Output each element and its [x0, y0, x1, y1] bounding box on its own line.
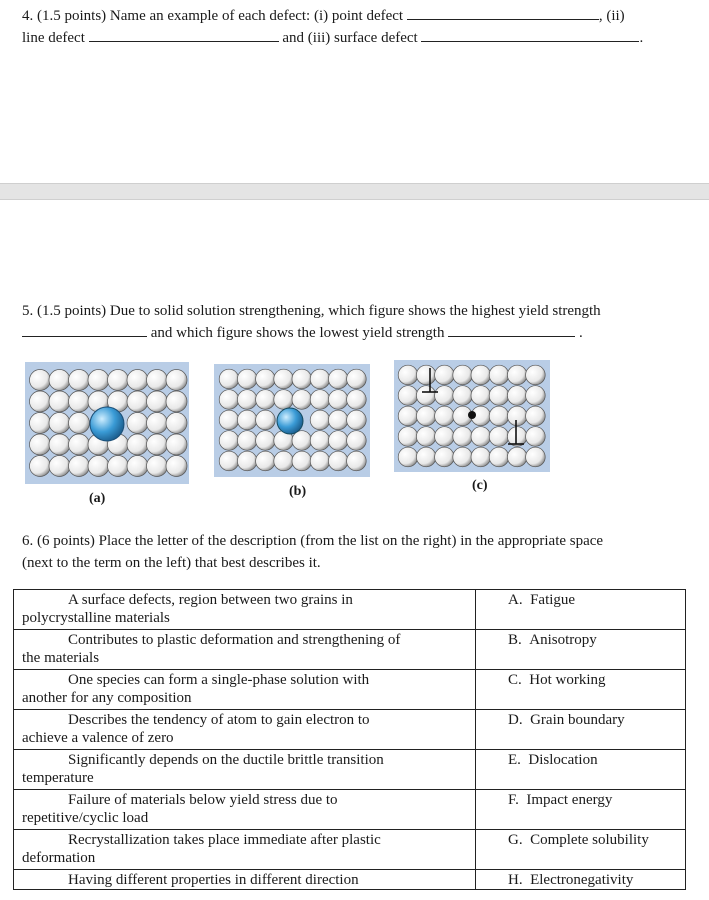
lattice-atom: [256, 410, 276, 430]
lattice-atom: [489, 406, 509, 426]
lattice-atom: [237, 410, 257, 430]
lattice-atom: [237, 369, 257, 389]
lattice-atom: [416, 427, 436, 447]
figure-c: [394, 360, 550, 472]
lattice-atom: [416, 386, 436, 406]
answer-blank-lowest[interactable]: [448, 324, 575, 337]
lattice-atom: [274, 451, 294, 471]
lattice-atom: [219, 390, 239, 410]
lattice-atom: [256, 390, 276, 410]
lattice-atom: [274, 369, 294, 389]
lattice-atom: [471, 365, 491, 385]
lattice-atom: [347, 451, 367, 471]
lattice-atom: [347, 369, 367, 389]
table-row: [14, 870, 686, 890]
term-line: achieve a valence of zero: [22, 730, 174, 746]
lattice-atom: [292, 390, 312, 410]
lattice-atom: [398, 427, 418, 447]
lattice-atom: [471, 447, 491, 467]
term-cell[interactable]: [14, 710, 476, 750]
lattice-atom: [219, 410, 239, 430]
q5-line1: 5. (1.5 points) Due to solid solution strengthening, which figure shows the highest yield strength: [22, 303, 601, 319]
term-line: A surface defects, region between two grains in: [68, 592, 353, 608]
solute-atom-large: [90, 407, 124, 441]
lattice-atom: [435, 406, 455, 426]
lattice-atom: [453, 386, 473, 406]
figure-b: [214, 364, 370, 477]
lattice-atom: [166, 370, 187, 391]
lattice-atom: [292, 369, 312, 389]
lattice-atom: [147, 391, 168, 412]
lattice-atom: [347, 431, 367, 451]
lattice-atom: [147, 434, 168, 455]
q5-line2: [22, 324, 583, 342]
caption-c: (c): [472, 478, 488, 493]
lattice-atom: [219, 451, 239, 471]
lattice-atom: [435, 365, 455, 385]
lattice-atom: [471, 386, 491, 406]
lattice-atom: [88, 370, 109, 391]
figure-c-lattice: [394, 360, 550, 472]
lattice-atom: [69, 456, 90, 477]
lattice-atom: [30, 391, 51, 412]
lattice-atom: [108, 370, 129, 391]
lattice-atom: [398, 447, 418, 467]
term-line: Failure of materials below yield stress due to: [68, 792, 338, 808]
answer-blank-line-defect[interactable]: [89, 29, 279, 42]
lattice-atom: [471, 427, 491, 447]
table-row: [14, 590, 686, 630]
table-row: [14, 750, 686, 790]
lattice-atom: [49, 434, 70, 455]
lattice-atom: [310, 431, 330, 451]
lattice-atom: [507, 406, 527, 426]
term-line: Recrystallization takes place immediate after plastic: [68, 832, 381, 848]
lattice-atom: [108, 456, 129, 477]
point-defect-dot: [468, 411, 476, 419]
lattice-atom: [166, 434, 187, 455]
lattice-atom: [69, 434, 90, 455]
q4-line1: [22, 7, 625, 25]
option-cell: H. Electronegativity: [476, 870, 686, 890]
lattice-atom: [127, 456, 148, 477]
lattice-atom: [30, 413, 51, 434]
lattice-atom: [416, 447, 436, 467]
lattice-atom: [507, 447, 527, 467]
q4-line2: [22, 29, 643, 47]
lattice-atom: [526, 447, 546, 467]
lattice-atom: [49, 391, 70, 412]
lattice-atom: [328, 410, 348, 430]
lattice-atom: [49, 370, 70, 391]
lattice-atom: [453, 447, 473, 467]
q4-text-2-end: .: [639, 30, 644, 46]
term-cell[interactable]: [14, 790, 476, 830]
caption-a: (a): [89, 491, 106, 506]
lattice-atom: [489, 427, 509, 447]
lattice-atom: [147, 456, 168, 477]
lattice-atom: [507, 365, 527, 385]
lattice-atom: [453, 365, 473, 385]
q5-text-2-end: .: [578, 325, 583, 341]
lattice-atom: [310, 451, 330, 471]
lattice-atom: [127, 370, 148, 391]
table-row: [14, 790, 686, 830]
answer-blank-highest[interactable]: [22, 324, 147, 337]
term-line: temperature: [22, 770, 94, 786]
lattice-atom: [219, 369, 239, 389]
answer-blank-surface-defect[interactable]: [421, 29, 639, 42]
q4-text-2b: and (iii) surface defect: [282, 30, 418, 46]
lattice-atom: [256, 369, 276, 389]
term-line: deformation: [22, 850, 96, 866]
lattice-atom: [435, 447, 455, 467]
lattice-atom: [292, 431, 312, 451]
lattice-atom: [219, 431, 239, 451]
page-separator: [0, 183, 709, 200]
option-cell: D. Grain boundary: [476, 710, 686, 750]
q6-line2: (next to the term on the left) that best describes it.: [22, 555, 321, 571]
lattice-atom: [416, 365, 436, 385]
lattice-atom: [256, 431, 276, 451]
term-line: polycrystalline materials: [22, 610, 170, 626]
answer-blank-point-defect[interactable]: [407, 7, 599, 20]
lattice-atom: [310, 410, 330, 430]
term-cell[interactable]: [14, 750, 476, 790]
lattice-atom: [328, 390, 348, 410]
lattice-atom: [49, 413, 70, 434]
lattice-atom: [147, 370, 168, 391]
lattice-atom: [310, 369, 330, 389]
lattice-atom: [416, 406, 436, 426]
lattice-atom: [398, 365, 418, 385]
lattice-atom: [328, 431, 348, 451]
lattice-atom: [256, 451, 276, 471]
term-line: Having different properties in different direction: [68, 872, 359, 888]
lattice-atom: [30, 456, 51, 477]
lattice-atom: [526, 365, 546, 385]
lattice-atom: [526, 427, 546, 447]
lattice-atom: [69, 413, 90, 434]
lattice-atom: [328, 369, 348, 389]
option-cell: A. Fatigue: [476, 590, 686, 630]
matching-table: [13, 589, 686, 890]
lattice-atom: [398, 386, 418, 406]
q4-text-2a: line defect: [22, 30, 85, 46]
option-cell: E. Dislocation: [476, 750, 686, 790]
lattice-atom: [30, 434, 51, 455]
option-cell: G. Complete solubility: [476, 830, 686, 870]
lattice-atom: [435, 386, 455, 406]
figure-b-lattice: [214, 364, 370, 477]
lattice-atom: [398, 406, 418, 426]
lattice-atom: [166, 391, 187, 412]
lattice-atom: [292, 451, 312, 471]
lattice-atom: [69, 370, 90, 391]
table-row: [14, 670, 686, 710]
term-line: Significantly depends on the ductile brittle transition: [68, 752, 384, 768]
lattice-atom: [328, 451, 348, 471]
term-line: repetitive/cyclic load: [22, 810, 149, 826]
lattice-atom: [69, 391, 90, 412]
lattice-atom: [127, 413, 148, 434]
q4-text-1: 4. (1.5 points) Name an example of each defect: (i) point defect: [22, 8, 404, 24]
q6-line1: 6. (6 points) Place the letter of the description (from the list on the right) in the appropriate space: [22, 533, 604, 549]
lattice-atom: [237, 431, 257, 451]
lattice-atom: [347, 390, 367, 410]
table-row: [14, 630, 686, 670]
lattice-atom: [30, 370, 51, 391]
term-cell[interactable]: [14, 830, 476, 870]
lattice-atom: [507, 386, 527, 406]
lattice-atom: [49, 456, 70, 477]
term-cell[interactable]: [14, 870, 476, 890]
term-line: Contributes to plastic deformation and strengthening of: [68, 632, 401, 648]
lattice-atom: [347, 410, 367, 430]
table-row: [14, 830, 686, 870]
lattice-atom: [166, 456, 187, 477]
lattice-atom: [489, 365, 509, 385]
lattice-atom: [435, 427, 455, 447]
option-cell: F. Impact energy: [476, 790, 686, 830]
option-cell: B. Anisotropy: [476, 630, 686, 670]
lattice-atom: [127, 391, 148, 412]
lattice-atom: [88, 456, 109, 477]
solute-atom-small: [277, 408, 303, 434]
lattice-atom: [274, 390, 294, 410]
table-row: [14, 710, 686, 750]
term-cell[interactable]: [14, 670, 476, 710]
lattice-atom: [127, 434, 148, 455]
lattice-atom: [489, 447, 509, 467]
lattice-atom: [526, 406, 546, 426]
term-line: One species can form a single-phase solution with: [68, 672, 370, 688]
term-cell[interactable]: [14, 590, 476, 630]
term-cell[interactable]: [14, 630, 476, 670]
lattice-atom: [489, 386, 509, 406]
lattice-atom: [237, 390, 257, 410]
q5-text-2: and which figure shows the lowest yield strength: [150, 325, 445, 341]
term-line: Describes the tendency of atom to gain electron to: [68, 712, 370, 728]
term-line: another for any composition: [22, 690, 192, 706]
lattice-atom: [147, 413, 168, 434]
lattice-atom: [166, 413, 187, 434]
lattice-atom: [310, 390, 330, 410]
lattice-atom: [453, 427, 473, 447]
lattice-atom: [526, 386, 546, 406]
figure-a: [25, 362, 189, 484]
q4-text-1-end: , (ii): [598, 8, 625, 24]
term-line: the materials: [22, 650, 100, 666]
option-cell: C. Hot working: [476, 670, 686, 710]
figure-a-lattice: [25, 362, 189, 484]
lattice-atom: [237, 451, 257, 471]
caption-b: (b): [289, 484, 307, 499]
